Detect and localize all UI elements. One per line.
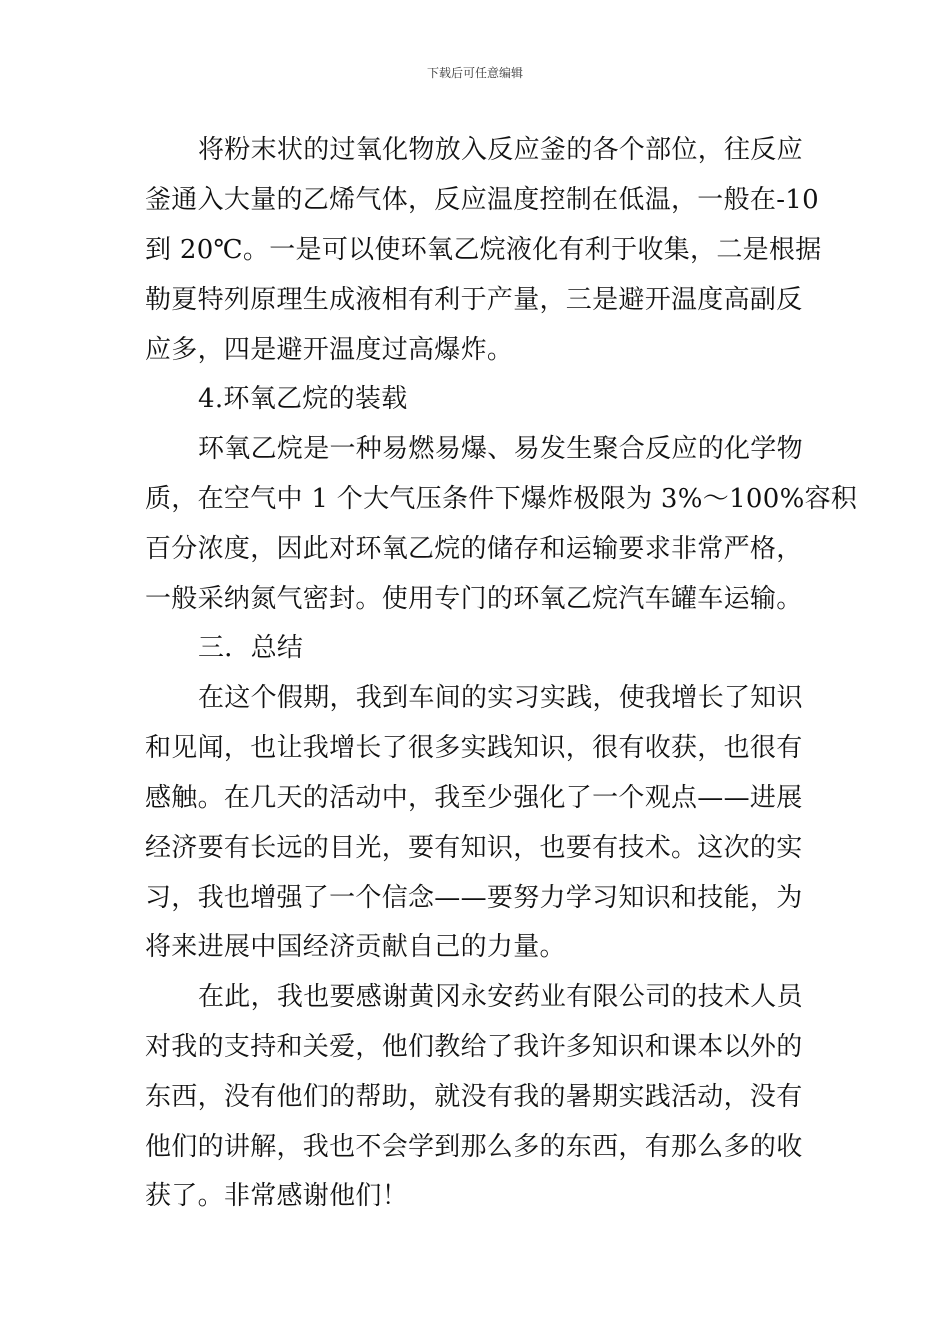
page-header: 下载后可任意编辑 bbox=[426, 66, 523, 80]
body-line: 环氧乙烷是一种易燃易爆、易发生聚合反应的化学物 bbox=[198, 434, 803, 464]
body-line: 到 20℃。一是可以使环氧乙烷液化有利于收集，二是根据 bbox=[145, 235, 822, 265]
body-line: 将粉末状的过氧化物放入反应釜的各个部位，往反应 bbox=[198, 135, 803, 165]
body-line: 一般采纳氮气密封。使用专门的环氧乙烷汽车罐车运输。 bbox=[145, 584, 803, 614]
body-line: 和见闻，也让我增长了很多实践知识，很有收获，也很有 bbox=[145, 733, 803, 763]
body-line: 他们的讲解，我也不会学到那么多的东西，有那么多的收 bbox=[145, 1132, 803, 1162]
body-line: 应多，四是避开温度过高爆炸。 bbox=[145, 335, 514, 365]
body-line: 将来进展中国经济贡献自己的力量。 bbox=[145, 932, 566, 962]
body-line: 百分浓度，因此对环氧乙烷的储存和运输要求非常严格， bbox=[145, 534, 803, 564]
body-line: 在这个假期，我到车间的实习实践，使我增长了知识 bbox=[198, 683, 803, 713]
body-line: 对我的支持和关爱，他们教给了我许多知识和课本以外的 bbox=[145, 1032, 803, 1062]
body-line: 获了。非常感谢他们！ bbox=[145, 1181, 409, 1211]
body-line: 在此，我也要感谢黄冈永安药业有限公司的技术人员 bbox=[198, 982, 803, 1012]
section-heading: 三．总结 bbox=[198, 633, 304, 663]
body-line: 习，我也增强了一个信念——要努力学习知识和技能，为 bbox=[145, 883, 803, 913]
section-heading: 4.环氧乙烷的装载 bbox=[198, 384, 408, 414]
body-line: 经济要有长远的目光，要有知识，也要有技术。这次的实 bbox=[145, 833, 803, 863]
body-line: 质，在空气中 1 个大气压条件下爆炸极限为 3%～100%容积 bbox=[145, 484, 858, 514]
body-line: 勒夏特列原理生成液相有利于产量，三是避开温度高副反 bbox=[145, 285, 803, 315]
body-line: 感触。在几天的活动中，我至少强化了一个观点——进展 bbox=[145, 783, 803, 813]
body-line: 釜通入大量的乙烯气体，反应温度控制在低温，一般在-10 bbox=[145, 185, 819, 215]
body-line: 东西，没有他们的帮助，就没有我的暑期实践活动，没有 bbox=[145, 1082, 803, 1112]
